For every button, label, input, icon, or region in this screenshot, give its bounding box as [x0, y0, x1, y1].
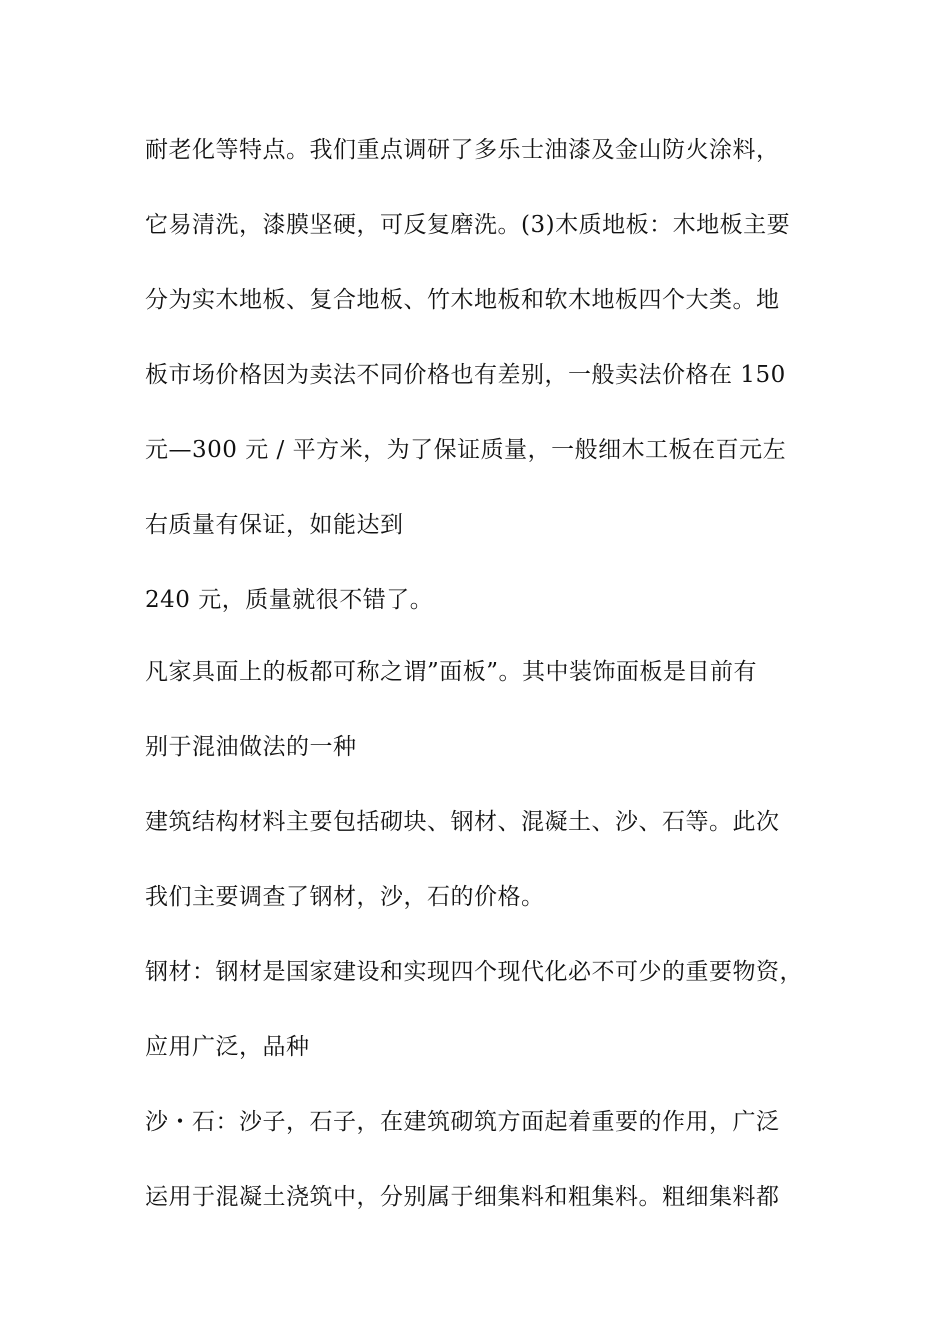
text-line: 它易清洗，漆膜坚硬，可反复磨洗。(3)木质地板：木地板主要 [145, 212, 791, 238]
text-line: 分为实木地板、复合地板、竹木地板和软木地板四个大类。地 [145, 287, 780, 313]
text-line: 240 元，质量就很不错了。 [145, 587, 434, 613]
text-line: 我们主要调查了钢材，沙，石的价格。 [145, 884, 545, 910]
text-line: 建筑结构材料主要包括砌块、钢材、混凝土、沙、石等。此次 [145, 809, 780, 835]
text-line: 耐老化等特点。我们重点调研了多乐士油漆及金山防火涂料， [145, 137, 780, 163]
text-line: 运用于混凝土浇筑中，分别属于细集料和粗集料。粗细集料都 [145, 1184, 780, 1210]
text-line: 板市场价格因为卖法不同价格也有差别，一般卖法价格在 150 [145, 362, 786, 388]
text-line: 应用广泛，品种 [145, 1034, 310, 1060]
text-line: 元—300 元 / 平方米，为了保证质量，一般细木工板在百元左 [145, 437, 787, 463]
text-line: 别于混油做法的一种 [145, 734, 357, 760]
text-line: 右质量有保证，如能达到 [145, 512, 404, 538]
text-line: 沙・石：沙子，石子，在建筑砌筑方面起着重要的作用，广泛 [145, 1109, 780, 1135]
text-line: 钢材：钢材是国家建设和实现四个现代化必不可少的重要物资， [145, 959, 803, 985]
text-line: 凡家具面上的板都可称之谓”面板”。其中装饰面板是目前有 [145, 659, 758, 685]
